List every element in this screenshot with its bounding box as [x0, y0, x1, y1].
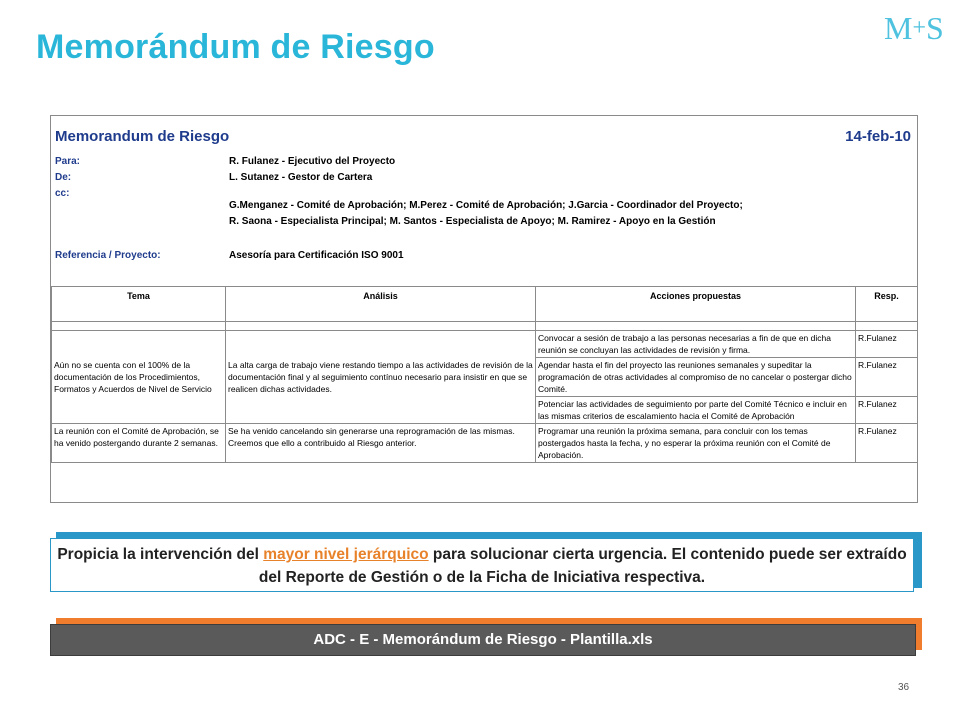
- accion-cell: Programar una reunión la próxima semana, para concluir con los temas postergados hasta la fecha, y no esperar la próxima reunión con el Comité de Aprobación.: [536, 424, 856, 463]
- cc-line-1: G.Menganez - Comité de Aprobación; M.Perez - Comité de Aprobación; J.Garcia - Coordinador del Proyecto;: [229, 200, 743, 211]
- analisis-cell: La alta carga de trabajo viene restando tiempo a las actividades de revisión de la documentación final y al seguimiento contínuo necesario para insistir en que se realicen dichas actividades.: [226, 331, 536, 424]
- reference-label: Referencia / Proyecto:: [55, 250, 161, 261]
- table-row: [52, 424, 918, 463]
- para-value: R. Fulanez - Ejecutivo del Proyecto: [229, 156, 396, 167]
- tema-cell: Aún no se cuenta con el 100% de la documentación de los Procedimientos, Formatos y Acuerdos de Nivel de Servicio: [52, 331, 226, 424]
- table-header-row: [52, 287, 918, 322]
- column-header-tema: Tema: [52, 287, 226, 322]
- logo-letter-m: M: [884, 10, 913, 46]
- accion-cell: Potenciar las actividades de seguimiento por parte del Comité Técnico e incluir en las mismas criterios de escalamiento hacia el Comité de Aprobación: [536, 397, 856, 424]
- callout-text-after: para solucionar cierta urgencia. El contenido puede ser extraído del Reporte de Gestión o de la Ficha de Iniciativa respectiva.: [258, 546, 907, 586]
- tema-cell: La reunión con el Comité de Aprobación, se ha venido postergando durante 2 semanas.: [52, 424, 226, 463]
- cc-label: cc:: [55, 188, 70, 199]
- logo-letter-s: S: [926, 10, 944, 46]
- resp-cell: R.Fulanez: [856, 397, 918, 424]
- analisis-cell: Se ha venido cancelando sin generarse una reprogramación de las mismas. Creemos que ello a contribuido al Riesgo anterior.: [226, 424, 536, 463]
- resp-cell: R.Fulanez: [856, 424, 918, 463]
- table-spacer-row: [52, 322, 918, 331]
- memo-date: 14-feb-10: [845, 128, 911, 145]
- memo-spreadsheet-image: [50, 115, 918, 503]
- callout-text-before: Propicia la intervención del: [57, 546, 264, 563]
- brand-logo: [884, 10, 944, 47]
- logo-plus: +: [912, 15, 926, 41]
- page-title: Memorándum de Riesgo: [36, 28, 435, 66]
- para-label: Para:: [55, 156, 81, 167]
- memo-title: Memorandum de Riesgo: [55, 128, 230, 145]
- callout-box: [50, 538, 914, 592]
- memo-header: [51, 116, 917, 286]
- accion-cell: Agendar hasta el fin del proyecto las reuniones semanales y supeditar la programación de otras actividades al compromiso de no cancelar o postergar dicho Comité.: [536, 358, 856, 397]
- column-header-analisis: Análisis: [226, 287, 536, 322]
- mayor-nivel-jerarquico-link[interactable]: mayor nivel jerárquico: [263, 546, 429, 563]
- de-value: L. Sutanez - Gestor de Cartera: [229, 172, 373, 183]
- cc-line-2: R. Saona - Especialista Principal; M. Santos - Especialista de Apoyo; M. Ramirez - Apoyo en la Gestión: [229, 216, 716, 227]
- table-row: [52, 331, 918, 358]
- template-file-bar[interactable]: ADC - E - Memorándum de Riesgo - Plantilla.xls: [50, 624, 916, 656]
- reference-value: Asesoría para Certificación ISO 9001: [229, 250, 404, 261]
- resp-cell: R.Fulanez: [856, 358, 918, 397]
- resp-cell: R.Fulanez: [856, 331, 918, 358]
- de-label: De:: [55, 172, 72, 183]
- column-header-acciones: Acciones propuestas: [536, 287, 856, 322]
- column-header-resp: Resp.: [856, 287, 918, 322]
- accion-cell: Convocar a sesión de trabajo a las personas necesarias a fin de que en dicha reunión se concluyan las actividades de revisión y firma.: [536, 331, 856, 358]
- page-number: 36: [898, 682, 910, 693]
- risk-table: [51, 286, 918, 463]
